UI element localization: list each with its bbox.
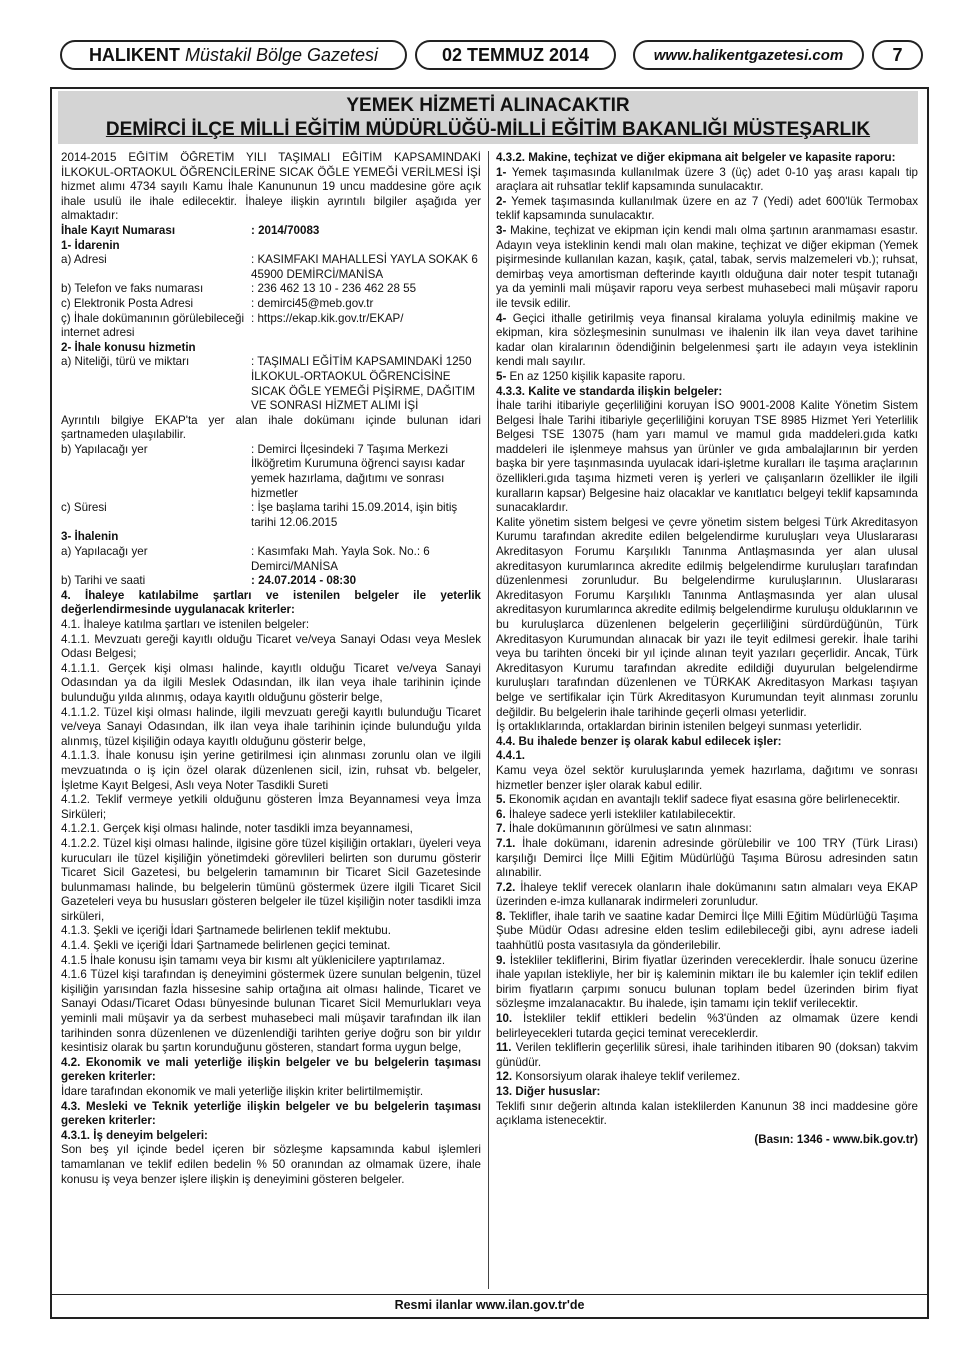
page-number-pill <box>872 40 923 70</box>
clause-7-1: 7.1. İhale dokümanı, idarenin adresinde görülebilir ve 100 TRY (Türk Lirası) karşılığı Demirci İlçe Milli Eğitim Müdürlüğü Taşıma Bürosu adresinden satın alınabilir. <box>496 836 918 880</box>
telefon-row: b) Telefon ve faks numarası : 236 462 13 10 - 236 462 28 55 <box>61 282 417 296</box>
clause-11: 11. Verilen tekliflerin geçerlilik süresi, ihale tarihinden itibaren 90 (doksan) takvim günüdür. <box>496 1041 918 1069</box>
column-divider <box>488 151 489 1289</box>
clause-4-2: İdare tarafından ekonomik ve mali yeterliğe ilişkin kriter belirtilmemiştir. <box>61 1085 424 1098</box>
clause-4-1-2: 4.1.2. Teklif vermeye yetkili olduğunu gösteren İmza Beyannamesi veya İmza Sirküleri; <box>61 793 481 821</box>
clause-4-3-3-b: Kalite yönetim sistem belgesi ve çevre yönetim sistem belgesi Türk Akreditasyon Kurumu tarafından akredite edilen belgelendirme kuruluşları veya Uluslararası Akreditasyon Forumu Karşılıklı Tanınma Antlaşmasında yer alan ulusal akreditasyon kurumlarınca akredite edilmiş belgelendirme kuruluşları tarafından düzenlenmesi zorunludur. Bu belgelendirme kuruluşlarının. Uluslararası Akreditasyon Forumu Karşılıklı Tanınma Antlaşmasında yer alan ulusal akreditasyon kurumlarınca akredite edilmiş belgelendirme kuruluşu olduklarının ve bu kuruluşlarca düzenlenen belgelerin geçerliliğini sürdürdüğünün, Türk Akreditasyon Kurumundan alınacak bir yazı ile teyit edilmesi gerekir. İhale tarihi veya bu tarihten önceki bir yıl içinde alınan teyit yazıları geçerlidir. Ancak, Türk Akreditasyon Kurumu tarafından akredite edildiği duyurulan belgelendirme kuruluşları tarafından düzenlenen ve TÜRKAK Akreditasyon Markası taşıyan belge ve sertifikalar için Türk Akreditasyon Kurumundan teyit alınması zorunlu değildir. Bu belgelerin ihale tarihinde geçerli olması yeterlidir. <box>496 515 918 719</box>
clause-4-4-heading: 4.4. Bu ihalede benzer iş olarak kabul edilecek işler: <box>496 734 782 748</box>
kayit-row: İhale Kayıt Numarası : 2014/70083 <box>61 223 320 237</box>
clause-4-1-1-3: 4.1.1.3. İhale konusu işin yerine getirilmesi için alınması zorunlu olan ve ilgili mevzuatında o iş için özel olarak düzenlenen sicil, izin, ruhsat vb. belgeler, İşletme Kayıt Belgesi, Aslı veya Noter Tasdikli Sureti <box>61 749 481 792</box>
section-4-heading: 4. İhaleye katılabilme şartları ve istenilen belgeler ile yeterlik değerlendirmesinde uygulanacak kriterler: <box>61 588 481 617</box>
notice-banner <box>58 91 918 144</box>
machine-item-1: 1- Yemek taşımasında kullanılmak üzere 3 (üç) adet 0-10 yaş arası kapalı tip araçlara ait ruhsatlar teklif kapsamında sunulacaktır. <box>496 165 918 194</box>
paper-name-pill <box>60 40 407 70</box>
clause-4-4-1-heading: 4.4.1. <box>496 749 526 763</box>
yer-row: b) Yapılacağı yer : Demirci İlçesindeki 7 Taşıma Merkezi İlköğretim Kurumuna öğrenci sayısı kadar yemek hazırlama, dağıtımı ve sonrası hizmetler <box>61 442 465 500</box>
machine-item-2: 2- Yemek taşımasında kullanılmak üzere en az 7 (Yedi) adet 600'lük Termobax teklif kapsamında sunulacaktır. <box>496 194 918 223</box>
clause-4-1-2-2: 4.1.2.2. Tüzel kişi olması halinde, ilgisine göre tüzel kişiliğin ortakları, üyeleri veya kurucuları ile tüzel kişiliğin yönetimdeki görevlileri belirten son durumu gösterir Ticaret Sicil Gazetesi, bu belgelerin tamamının bir Ticaret Sicil Gazetesinde bulunmaması halinde, bu belgelerin tümünü göstermek üzere ilgili Ticaret Sicil Gazeteleri veya bu hususları gösteren belgeler ile tüzel kişiliğin noter tasdikli imza sirküleri, <box>61 836 481 923</box>
email-row: c) Elektronik Posta Adresi : demirci45@meb.gov.tr <box>61 296 374 310</box>
clause-4-3-3-c: İş ortaklıklarında, ortaklardan birinin istenilen belgeyi sunması yeterlidir. <box>496 720 863 734</box>
clause-4-1-6: 4.1.6 Tüzel kişi tarafından iş deneyimini göstermek üzere sunulan belgenin, tüzel kişiliğin yarısından fazla hissesine sahip ortağına ait olması halinde, Ticaret ve Sanayi Odası/Ticaret Odası bünyesinde bulunan Ticaret Sicil Memurlukları veya yeminli mali müşavir ya da serbest muhasebeci mali müşavir tarafından ilk ilan tarihinden sonra düzenlenen ve düzenlendiği tarihten geriye doğru son bir yıldır kesintisiz olarak bu şartın korunduğunu gösteren, standart forma uygun belge, <box>61 968 481 1055</box>
clause-4-1-3: 4.1.3. Şekli ve içeriği İdari Şartnamede belirlenen teklif mektubu. <box>61 924 391 938</box>
url-pill <box>633 40 864 70</box>
clause-5: 5. Ekonomik açıdan en avantajlı teklif sadece fiyat esasına göre belirlenecektir. <box>496 793 901 807</box>
clause-4-1-1-1: 4.1.1.1. Gerçek kişi olması halinde, kayıtlı olduğu Ticaret ve/veya Sanayi Odasından ya da ilgili Meslek Odasından, ilk ilan veya ihale tarihinin içinde bulunduğu yılda alınmış, odaya kayıtlı olduğunu gösterir belge, <box>61 661 481 704</box>
clause-13: Teklifi sınır değerin altında kalan isteklilerden Kanunun 38 inci maddesine göre açıklama istenecektir. <box>496 1099 918 1128</box>
clause-4-1: 4.1. İhaleye katılma şartları ve istenilen belgeler: <box>61 618 310 631</box>
intro-paragraph: 2014-2015 EĞİTİM ÖĞRETİM YILI TAŞIMALI EĞİTİM KAPSAMINDAKİ İLKOKUL-ORTAOKUL ÖĞRENCİLERİNE SICAK ÖĞLE YEMEĞİ VERİLMESİ İŞİ hizmet alımı 4734 sayılı Kamu İhale Kanununun 19 uncu maddesine göre açık ihale usulü ile ihale edilecektir. İhaleye ilişkin ayrıntılı bilgiler aşağıda yer almaktadır: <box>61 151 481 223</box>
footer-official-ads: Resmi ilanlar www.ilan.gov.tr'de <box>50 1294 929 1319</box>
machine-item-3: 3- Makine, teçhizat ve ekipman için kendi malı olma şartının aranmaması esastır. Adayın veya isteklinin kendi malı olan makine, teçhizat ve diğer ekipman (Yemek pişirmesinde kullanılan kazan, kaşık, çatal, tabak, servis malzemeleri vb.); ruhsat, demirbaş veya amortisman defterinde kayıtlı olduğuna dair noter tespit tutanağı ya da yeminli mali müşavir raporu veya serbest muhasebeci mali müşavir raporu ile tevsik edilir. <box>496 223 918 310</box>
press-reference: (Basın: 1346 - www.bik.gov.tr) <box>754 1132 918 1146</box>
clause-4-1-2-1: 4.1.2.1. Gerçek kişi olması halinde, noter tasdikli imza beyannamesi, <box>61 822 413 836</box>
clause-13-heading: 13. Diğer hususlar: <box>496 1085 601 1098</box>
clause-6: 6. İhaleye sadece yerli istekliler katılabilecektir. <box>496 807 736 821</box>
clause-8: 8. Teklifler, ihale tarih ve saatine kadar Demirci İlçe Milli Eğitim Müdürlüğü Taşıma Şube Müdür Odası adresine elden teslim edilebileceği gibi, aynı adrese iadeli taahhütlü posta vasıtasıyla da gönderilebilir. <box>496 909 918 953</box>
doc-url-row: ç) İhale dokümanının görülebileceği internet adresi : https://ekap.kik.gov.tr/EKAP/ <box>61 311 404 340</box>
clause-4-1-1: 4.1.1. Mevzuatı gereği kayıtlı olduğu Ticaret ve/veya Sanayi Odası veya Meslek Odası Belgesi; <box>61 632 481 661</box>
clause-4-3-1: Son beş yıl içinde bedel içeren bir sözleşme kapsamında kabul işlemleri tamamlanan ve teklif edilen bedelin % 50 oranından az olmamak üzere, ihale konusu iş veya benzer işlere ilişkin iş deneyimini gösteren belgeler. <box>61 1143 481 1186</box>
clause-10: 10. İstekliler teklif ettikleri bedelin %3'ünden az olmamak üzere kendi belirleyecekleri tutarda geçici teminat vereceklerdir. <box>496 1012 918 1040</box>
left-column <box>61 151 481 1291</box>
sure-row: c) Süresi : İşe başlama tarihi 15.09.2014, işin bitiş tarihi 12.06.2015 <box>61 501 458 529</box>
nitelik-row: a) Niteliği, türü ve miktarı : TAŞIMALI EĞİTİM KAPSAMINDAKİ 1250 İLKOKUL-ORTAOKUL ÖĞRENCİSİNE SICAK ÖĞLE YEMEĞİ PİŞİRME, DAĞITIM VE SONRASI HİZMET ALIMI İŞİ <box>61 355 475 413</box>
paper-name: HALIKENT <box>88 44 180 65</box>
date-pill <box>415 40 616 70</box>
clause-4-3-3-a: İhale tarihi itibariyle geçerliliğini koruyan İSO 9001-2008 Kalite Yönetim Sistem Belgesi İhale Tarihi itibariyle geçerliliğini koruyan TSE 8985 Hizmet Yeri Yeterlilik Belgesi TSE 13075 (ham yarı mamul ve mamul gıda maddeleri.gıda katkı maddeleri ile işlenmeye mahsus yan ürünler ve gıda ambalajlarının bir yerden başka bir yere taşınmasında uyulacak idari-işletme kuralları ile taşıma araçlarının özellikleri.gıda taşıma hizmeti veren iş yerleri ve çalışanların özellikler ile ilgili kuralların kapsar) Belgesine haiz olacaklar ve kanıtlatıcı belgeyi teklif kapsamında sunacaklardır. <box>496 399 918 515</box>
adres-row: a) Adresi : KASIMFAKI MAHALLESİ YAYLA SOKAK 6 45900 DEMİRCİ/MANİSA <box>61 253 478 281</box>
paper-url[interactable]: www.halikentgazetesi.com <box>653 46 844 64</box>
clause-4-3-1-heading: 4.3.1. İş deneyim belgeleri: <box>61 1128 208 1142</box>
clause-4-3-heading: 4.3. Mesleki ve Teknik yeterliğe ilişkin belgeler ve bu belgelerin taşıması gereken kriterler: <box>61 1099 481 1128</box>
clause-7-2: 7.2. İhaleye teklif verecek olanların ihale dokümanını satın almaları veya EKAP üzerinden e-imza kullanarak indirmeleri zorunludur. <box>496 880 918 909</box>
issue-date: 02 TEMMUZ 2014 <box>441 44 590 65</box>
konu-heading: 2- İhale konusu hizmetin <box>61 340 196 354</box>
clause-4-3-3-heading: 4.3.3. Kalite ve standarda ilişkin belgeler: <box>496 384 723 398</box>
clause-4-1-1-2: 4.1.1.2. Tüzel kişi olması halinde, ilgili mevzuatı gereği kayıtlı bulunduğu Ticaret ve/veya Sanayi Odasından, ilk ilan veya ihale tarihinin içinde bulunduğu yılda alınmış, tüzel kişiliğin odaya kayıtlı olduğunu gösterir belge, <box>61 705 481 748</box>
idare-heading: 1- İdarenin <box>61 238 120 252</box>
notice-title: YEMEK HİZMETİ ALINACAKTIR <box>346 95 630 116</box>
paper-subtitle: Müstakil Bölge Gazetesi <box>184 44 379 65</box>
machine-item-4: 4- Geçici ithalle getirilmiş veya finansal kiralama yoluyla edinilmiş makine ve ekipman, kira sözleşmesinin sunulması ve ihalenin ilk ilan veya davet tarihine kadar olan kiralarının ödendiğinin belgelenmesi şartı ile adayın veya isteklinin kendi malı sayılır. <box>496 311 918 369</box>
clause-9: 9. İstekliler tekliflerini, Birim fiyatlar üzerinden vereceklerdir. İhale sonucu üzerine ihale yapılan istekliyle, her bir iş kaleminin miktarı ile bu kalemler için teklif edilen birim fiyatların çarpımı sonucu bulunan toplam bedel üzerinden birim fiyat sözleşme imzalanacaktır. Bu ihalede, işin tamamı için teklif verilecektir. <box>496 953 918 1011</box>
clause-4-4-1: Kamu veya özel sektör kuruluşlarında yemek hazırlama, dağıtımı ve sonrası hizmetler benzer işler olarak kabul edilir. <box>496 763 918 792</box>
notice-subtitle: DEMİRCİ İLÇE MİLLİ EĞİTİM MÜDÜRLÜĞÜ-MİLLİ EĞİTİM BAKANLIĞI MÜSTEŞARLIK <box>105 119 871 140</box>
clause-12: 12. Konsorsiyum olarak ihaleye teklif verilemez. <box>496 1070 741 1084</box>
nitelik-note: Ayrıntılı bilgiye EKAP'ta yer alan ihale dokümanı içinde bulunan idari şartnameden ulaşılabilir. <box>61 413 481 442</box>
ihale-heading: 3- İhalenin <box>61 530 119 544</box>
clause-4-2-heading: 4.2. Ekonomik ve mali yeterliğe ilişkin belgeler ve bu belgelerin taşıması gereken kriterler: <box>61 1055 481 1084</box>
ihale-tarih-row: b) Tarihi ve saati : 24.07.2014 - 08:30 <box>61 574 357 588</box>
right-column <box>496 151 918 1295</box>
clause-4-1-4: 4.1.4. Şekli ve içeriği İdari Şartnamede belirlenen geçici teminat. <box>61 939 391 953</box>
page-number: 7 <box>892 44 903 65</box>
clause-4-3-2-heading: 4.3.2. Makine, teçhizat ve diğer ekipmana ait belgeler ve kapasite raporu: <box>496 151 896 164</box>
ihale-yer-row: a) Yapılacağı yer : Kasımfakı Mah. Yayla Sok. No.: 6 Demirci/MANİSA <box>61 545 430 573</box>
clause-7: 7. İhale dokümanının görülmesi ve satın alınması: <box>496 822 752 836</box>
clause-4-1-5: 4.1.5 İhale konusu işin tamamı veya bir kısmı alt yüklenicilere yaptırılamaz. <box>61 953 446 967</box>
machine-item-5: 5- En az 1250 kişilik kapasite raporu. <box>496 369 686 383</box>
